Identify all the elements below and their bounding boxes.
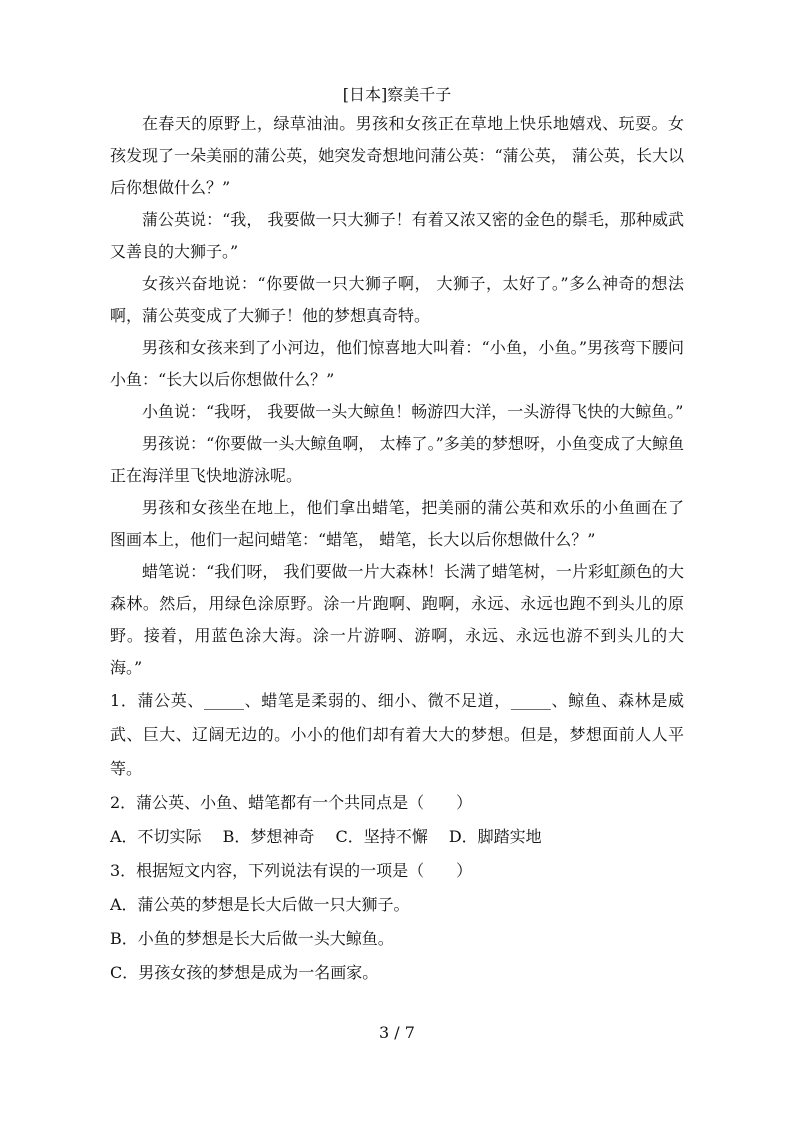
story-paragraph: 在春天的原野上，绿草油油。男孩和女孩正在草地上快乐地嬉戏、玩耍。女孩发现了一朵美丽的蒲公英，她突发奇想地问蒲公英：“蒲公英， 蒲公英，长大以后你想做什么？” [110,114,684,197]
story-paragraph: 蜡笔说：“我们呀， 我们要做一片大森林！长满了蜡笔树，一片彩虹颜色的大森林。然后，用绿色涂原野。涂一片跑啊、跑啊，永远、永远也跑不到头儿的原野。接着，用蓝色涂大海。涂一片游啊、游啊，永远、永远也游不到头儿的大海。” [110,562,684,677]
story-paragraph: 男孩和女孩坐在地上，他们拿出蜡笔，把美丽的蒲公英和欢乐的小鱼画在了图画本上，他们一起问蜡笔：“蜡笔， 蜡笔，长大以后你想做什么？” [110,498,684,549]
story-paragraph: 小鱼说：“我呀， 我要做一头大鲸鱼！畅游四大洋，一头游得飞快的大鲸鱼。” [142,402,684,421]
page-number: 3 / 7 [379,1023,415,1042]
author-line: [日本]察美千子 [342,85,452,104]
question-3-option-b: B．小鱼的梦想是长大后做一头大鲸鱼。 [110,929,394,948]
story-paragraph: 女孩兴奋地说：“你要做一只大狮子啊， 大狮子，太好了。”多么神奇的想法啊，蒲公英变成了大狮子！他的梦想真奇特。 [110,274,684,325]
question-2: 2．蒲公英、小鱼、蜡笔都有一个共同点是（ ） [110,793,473,812]
question-1: 1．蒲公英、_____、蜡笔是柔弱的、细小、微不足道，_____、鲸鱼、森林是威武、巨大、辽阔无边的。小小的他们却有着大大的梦想。但是，梦想面前人人平等。 [110,691,684,778]
question-3-option-c: C．男孩女孩的梦想是成为一名画家。 [110,963,379,982]
question-3-option-a: A．蒲公英的梦想是长大后做一只大狮子。 [110,895,410,914]
question-3: 3．根据短文内容，下列说法有误的一项是（ ） [110,861,473,880]
document-content [110,84,684,990]
story-paragraph: 男孩和女孩来到了小河边，他们惊喜地大叫着：“小鱼，小鱼。”男孩弯下腰问小鱼：“长大以后你想做什么？” [110,338,684,389]
story-paragraph: 男孩说：“你要做一头大鲸鱼啊， 太棒了。”多美的梦想呀，小鱼变成了大鲸鱼正在海洋里飞快地游泳呢。 [110,434,684,485]
question-2-options: A．不切实际 B．梦想神奇 C．坚持不懈 D．脚踏实地 [110,827,542,846]
story-paragraph: 蒲公英说：“我， 我要做一只大狮子！有着又浓又密的金色的鬃毛，那种威武又善良的大狮子。” [110,210,684,261]
